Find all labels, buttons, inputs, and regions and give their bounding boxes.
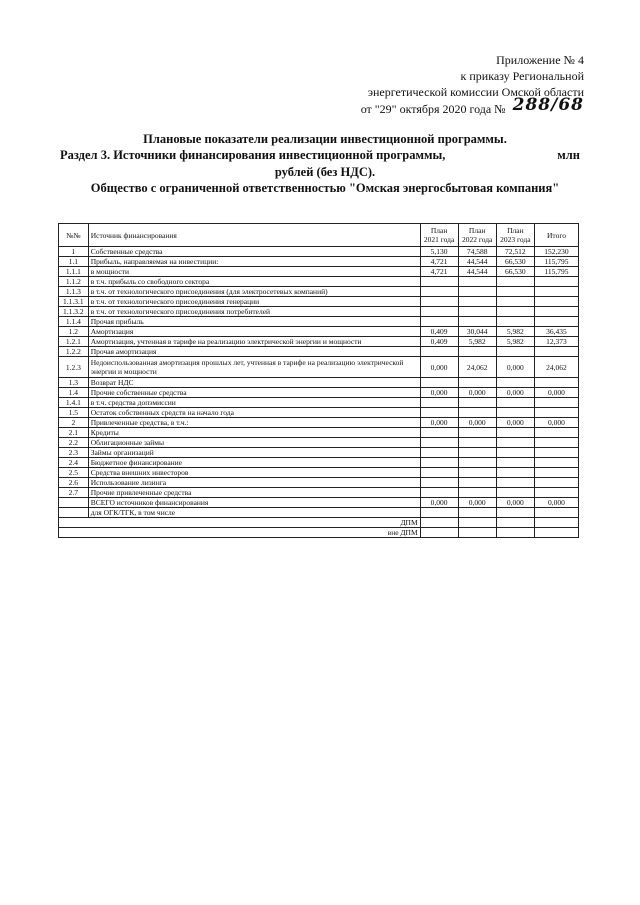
footer-cell [534,528,578,538]
row-total [534,488,578,498]
table-row [59,357,579,378]
row-label: Прочие собственные средства [88,388,420,398]
row-num: 1.3 [59,378,89,388]
row-num: 2.6 [59,478,89,488]
row-total [534,438,578,448]
row-num: 1.2.3 [59,357,89,378]
row-num: 1.4 [59,388,89,398]
row-plan-2021 [420,378,458,388]
row-plan-2021 [420,347,458,357]
table-row [59,488,579,498]
table-row [59,448,579,458]
row-label: Облигационные займы [88,438,420,448]
row-total: 12,373 [534,337,578,347]
footer-cell [534,518,578,528]
header-plan-2023: План 2023 года [496,224,534,247]
row-total [534,448,578,458]
row-plan-2022: 0,000 [458,418,496,428]
row-plan-2021 [420,508,458,518]
table-row [59,438,579,448]
footer-cell [496,518,534,528]
row-plan-2022 [458,448,496,458]
row-label: ВСЕГО источников финансирования [88,498,420,508]
row-total: 152,230 [534,247,578,257]
row-plan-2023 [496,307,534,317]
appendix-line-1: Приложение № 4 [496,53,584,67]
row-num: 1.1.3 [59,287,89,297]
row-total: 0,000 [534,498,578,508]
row-label: Собственные средства [88,247,420,257]
row-plan-2023 [496,478,534,488]
row-total: 36,435 [534,327,578,337]
row-total [534,428,578,438]
row-total [534,307,578,317]
row-plan-2021: 0,000 [420,418,458,428]
row-plan-2023: 0,000 [496,388,534,398]
table-body [59,247,579,538]
table-row [59,267,579,277]
row-plan-2022 [458,277,496,287]
footer-cell [458,528,496,538]
row-plan-2021 [420,307,458,317]
row-plan-2023 [496,488,534,498]
row-label: Привлеченные средства, в т.ч.: [88,418,420,428]
table-row [59,498,579,508]
footer-cell [496,528,534,538]
row-plan-2023: 0,000 [496,357,534,378]
row-plan-2022 [458,378,496,388]
row-plan-2023: 5,982 [496,337,534,347]
row-num: 1.2.1 [59,337,89,347]
row-plan-2021 [420,448,458,458]
row-plan-2022 [458,508,496,518]
row-label: Займы организаций [88,448,420,458]
row-total [534,468,578,478]
row-plan-2023 [496,398,534,408]
row-plan-2023 [496,408,534,418]
row-plan-2021: 4,721 [420,267,458,277]
row-plan-2022 [458,317,496,327]
doc-title: Плановые показатели реализации инвестиционной программы. [143,132,507,146]
row-plan-2021 [420,398,458,408]
row-label: Использование лизинга [88,478,420,488]
table-footer-row [59,518,579,528]
row-plan-2022 [458,468,496,478]
row-plan-2021: 0,000 [420,357,458,378]
row-plan-2022 [458,438,496,448]
footer-cell [420,528,458,538]
row-plan-2023 [496,317,534,327]
footer-cell [420,518,458,528]
row-plan-2022 [458,347,496,357]
table-row [59,307,579,317]
row-plan-2021 [420,438,458,448]
row-plan-2022: 74,588 [458,247,496,257]
row-plan-2022 [458,398,496,408]
footer-label: вне ДПМ [59,528,421,538]
row-total [534,408,578,418]
row-plan-2021 [420,488,458,498]
row-plan-2022: 44,544 [458,267,496,277]
table-row [59,327,579,337]
row-num: 1.5 [59,408,89,418]
row-total [534,458,578,468]
row-label: Кредиты [88,428,420,438]
row-total [534,297,578,307]
row-total: 24,062 [534,357,578,378]
row-num: 2.2 [59,438,89,448]
row-plan-2023: 5,982 [496,327,534,337]
row-num: 1.1.3.1 [59,297,89,307]
row-label: Недоиспользованная амортизация прошлых лет, учтенная в тарифе на реализацию электрической энергии и мощности [88,357,420,378]
row-total [534,478,578,488]
row-plan-2021 [420,317,458,327]
table-row [59,297,579,307]
row-plan-2022: 30,044 [458,327,496,337]
row-plan-2021 [420,428,458,438]
row-plan-2022: 5,982 [458,337,496,347]
row-label: в т.ч. средства допэмиссии [88,398,420,408]
row-plan-2021: 0,409 [420,337,458,347]
row-num: 1.1.3.2 [59,307,89,317]
row-num: 1.1.4 [59,317,89,327]
row-plan-2023: 66,530 [496,257,534,267]
row-plan-2023: 66,530 [496,267,534,277]
row-plan-2023 [496,438,534,448]
row-plan-2021 [420,287,458,297]
row-label: Прибыль, направляемая на инвестиции: [88,257,420,267]
row-plan-2022 [458,428,496,438]
appendix-block [361,52,584,117]
row-num: 1.1.1 [59,267,89,277]
row-num: 1.1.2 [59,277,89,287]
row-num: 2.4 [59,458,89,468]
footer-cell [458,518,496,528]
table-row [59,317,579,327]
row-total [534,508,578,518]
row-total [534,398,578,408]
row-plan-2023 [496,458,534,468]
table-row [59,408,579,418]
row-plan-2023 [496,347,534,357]
row-plan-2021 [420,297,458,307]
row-plan-2021: 0,409 [420,327,458,337]
row-plan-2023: 0,000 [496,418,534,428]
table-row [59,388,579,398]
row-plan-2022 [458,488,496,498]
row-num: 1 [59,247,89,257]
section-title-text: Раздел 3. Источники финансирования инвестиционной программы, [60,148,446,162]
row-plan-2023 [496,508,534,518]
row-plan-2023 [496,297,534,307]
header-plan-2021: План 2021 года [420,224,458,247]
row-total [534,347,578,357]
table-row [59,508,579,518]
row-num: 1.2 [59,327,89,337]
order-number: 288/68 [512,95,584,115]
row-total: 115,795 [534,267,578,277]
row-plan-2021: 4,721 [420,257,458,267]
row-total: 115,795 [534,257,578,267]
appendix-line-4 [360,95,584,117]
table-row [59,277,579,287]
row-plan-2023: 72,512 [496,247,534,257]
row-num: 2.5 [59,468,89,478]
table-row [59,478,579,488]
row-plan-2022: 0,000 [458,388,496,398]
unit-tail: млн [557,148,580,162]
row-num: 2.1 [59,428,89,438]
row-plan-2021: 0,000 [420,498,458,508]
row-num: 1.4.1 [59,398,89,408]
row-num [59,498,89,508]
row-label: Бюджетное финансирование [88,458,420,468]
table-footer-row [59,528,579,538]
row-label: в т.ч. от технологического присоединения потребителей [88,307,420,317]
row-plan-2023 [496,448,534,458]
row-plan-2022: 44,544 [458,257,496,267]
row-plan-2022 [458,287,496,297]
row-plan-2022 [458,408,496,418]
table-row [59,428,579,438]
order-date: от "29" октября 2020 года № [360,102,506,116]
row-plan-2022 [458,478,496,488]
row-total [534,287,578,297]
table-row [59,257,579,267]
table-row [59,247,579,257]
row-plan-2022 [458,307,496,317]
row-plan-2023 [496,287,534,297]
row-label: в т.ч. от технологического присоединения генерации [88,297,420,307]
unit-line: рублей (без НДС). [274,165,376,179]
row-label: для ОГК/ТГК, в том числе [88,508,420,518]
financing-table [58,223,579,538]
row-plan-2023 [496,277,534,287]
row-total: 0,000 [534,418,578,428]
row-num [59,508,89,518]
company-name: Общество с ограниченной ответственностью "Омская энергосбытовая компания" [90,181,560,195]
row-label: Остаток собственных средств на начало года [88,408,420,418]
row-plan-2023 [496,428,534,438]
row-total [534,277,578,287]
row-label: Амортизация, учтенная в тарифе на реализацию электрической энергии и мощности [88,337,420,347]
table-header-row [59,224,579,247]
row-plan-2022 [458,458,496,468]
row-label: Прочие привлеченные средства [88,488,420,498]
section-title [60,147,590,163]
table-row [59,347,579,357]
row-total [534,378,578,388]
row-label: Возврат НДС [88,378,420,388]
row-label: в мощности [88,267,420,277]
row-num: 2.3 [59,448,89,458]
row-label: Прочая прибыль [88,317,420,327]
appendix-line-2: к приказу Региональной [460,69,584,83]
table-row [59,378,579,388]
row-plan-2022 [458,297,496,307]
row-plan-2021 [420,478,458,488]
row-label: в т.ч. прибыль со свободного сектора [88,277,420,287]
row-num: 1.2.2 [59,347,89,357]
table-row [59,337,579,347]
table-row [59,398,579,408]
table-row [59,468,579,478]
appendix-line-3: энергетической комиссии Омской области [367,85,584,99]
header-plan-2022: План 2022 года [458,224,496,247]
row-label: Прочая амортизация [88,347,420,357]
row-label: в т.ч. от технологического присоединения (для электросетевых компаний) [88,287,420,297]
row-plan-2022: 0,000 [458,498,496,508]
row-label: Амортизация [88,327,420,337]
table-row [59,287,579,297]
header-num: №№ [59,224,89,247]
row-plan-2021: 0,000 [420,388,458,398]
row-plan-2021 [420,458,458,468]
header-source: Источник финансирования [88,224,420,247]
row-total [534,317,578,327]
row-plan-2023: 0,000 [496,498,534,508]
row-num: 2.7 [59,488,89,498]
row-plan-2022: 24,062 [458,357,496,378]
row-plan-2023 [496,378,534,388]
row-plan-2021 [420,277,458,287]
table-row [59,418,579,428]
row-num: 1.1 [59,257,89,267]
row-plan-2021: 5,130 [420,247,458,257]
row-num: 2 [59,418,89,428]
row-plan-2023 [496,468,534,478]
footer-label: ДПМ [59,518,421,528]
row-label: Средства внешних инвесторов [88,468,420,478]
row-plan-2021 [420,408,458,418]
header-total: Итого [534,224,578,247]
table-row [59,458,579,468]
row-total: 0,000 [534,388,578,398]
row-plan-2021 [420,468,458,478]
